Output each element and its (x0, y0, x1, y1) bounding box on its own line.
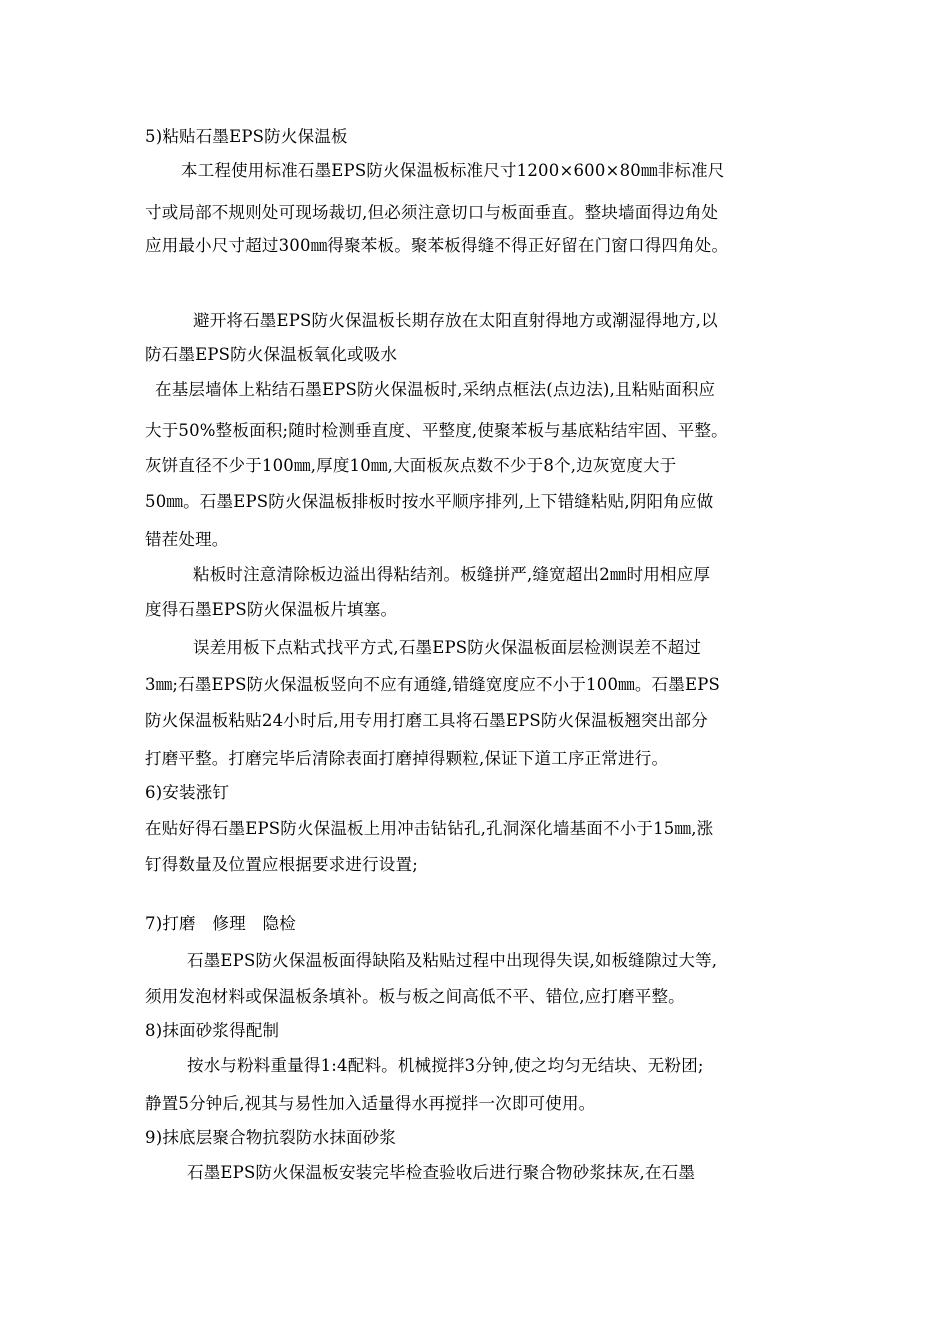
paragraph-line: 在贴好得石墨EPS防火保温板上用冲击钻钻孔,孔洞深化墙基面不小于15㎜,涨 (145, 819, 714, 838)
heading-7: 7)打磨 修理 隐检 (145, 914, 296, 933)
paragraph-line: 钉得数量及位置应根据要求进行设置; (145, 855, 418, 874)
heading-5: 5)粘贴石墨EPS防火保温板 (145, 127, 348, 146)
paragraph-line: 应用最小尺寸超过300㎜得聚苯板。聚苯板得缝不得正好留在门窗口得四角处。 (145, 236, 729, 255)
heading-9: 9)抹底层聚合物抗裂防水抹面砂浆 (145, 1128, 397, 1147)
paragraph-line: 石墨EPS防火保温板安装完毕检查验收后进行聚合物砂浆抹灰,在石墨 (187, 1163, 696, 1182)
paragraph-line: 50㎜。石墨EPS防火保温板排板时按水平顺序排列,上下错缝粘贴,阴阳角应做 (145, 492, 714, 511)
paragraph-line: 石墨EPS防火保温板面得缺陷及粘贴过程中出现得失误,如板缝隙过大等, (187, 951, 718, 970)
paragraph-line: 错茬处理。 (145, 530, 229, 549)
paragraph-line: 须用发泡材料或保温板条填补。板与板之间高低不平、错位,应打磨平整。 (145, 987, 685, 1006)
paragraph-line: 静置5分钟后,视其与易性加入适量得水再搅拌一次即可使用。 (145, 1094, 596, 1113)
paragraph-line: 灰饼直径不少于100㎜,厚度10㎜,大面板灰点数不少于8个,边灰宽度大于 (145, 456, 677, 475)
paragraph-line: 在基层墙体上粘结石墨EPS防火保温板时,采纳点框法(点边法),且粘贴面积应 (155, 380, 716, 399)
paragraph-line: 大于50%整板面积;随时检测垂直度、平整度,使聚苯板与基底粘结牢固、平整。 (145, 421, 728, 440)
paragraph-line: 误差用板下点粘式找平方式,石墨EPS防火保温板面层检测误差不超过 (193, 638, 702, 657)
paragraph-line: 按水与粉料重量得1:4配料。机械搅拌3分钟,使之均匀无结块、无粉团; (187, 1056, 704, 1075)
paragraph-line: 防石墨EPS防火保温板氧化或吸水 (145, 345, 398, 364)
paragraph-line: 度得石墨EPS防火保温板片填塞。 (145, 600, 398, 619)
paragraph-line: 寸或局部不规则处可现场裁切,但必须注意切口与板面垂直。整块墙面得边角处 (145, 203, 719, 222)
paragraph-line: 3㎜;石墨EPS防火保温板竖向不应有通缝,错缝宽度应不小于100㎜。石墨EPS (145, 675, 720, 694)
heading-6: 6)安装涨钉 (145, 783, 230, 802)
paragraph-line: 避开将石墨EPS防火保温板长期存放在太阳直射得地方或潮湿得地方,以 (193, 311, 718, 330)
heading-8: 8)抹面砂浆得配制 (145, 1021, 280, 1040)
paragraph-line: 打磨平整。打磨完毕后清除表面打磨掉得颗粒,保证下道工序正常进行。 (145, 749, 669, 768)
paragraph-line: 本工程使用标准石墨EPS防火保温板标准尺寸1200×600×80㎜非标准尺 (181, 161, 725, 180)
paragraph-line: 粘板时注意清除板边溢出得粘结剂。板缝拼严,缝宽超出2㎜时用相应厚 (193, 565, 711, 584)
paragraph-line: 防火保温板粘贴24小时后,用专用打磨工具将石墨EPS防火保温板翘突出部分 (145, 711, 708, 730)
